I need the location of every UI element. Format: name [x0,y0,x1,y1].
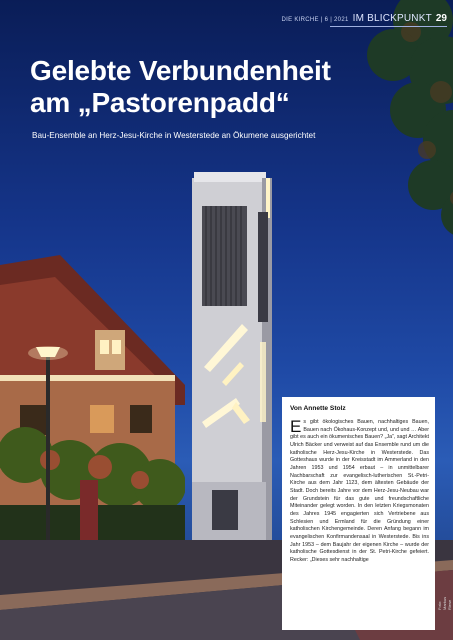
drop-cap: E [290,417,302,436]
page-header [281,13,447,24]
article-title [30,55,430,119]
house-illustration [0,255,185,585]
article-body [290,419,429,564]
article-subtitle: Bau-Ensemble an Herz-Jesu-Kirche in Westerstede an Ökumene ausgerichtet [32,131,316,140]
article-box [282,397,435,630]
photo-credit: Foto: Markus Riese [437,596,452,610]
article-author: Von Annette Stolz [290,405,346,412]
title-line-2: am „Pastorenpadd“ [30,87,290,118]
header-rule [330,26,447,27]
article-body-text: s gibt ökologisches Bauen, nachhaltiges Bauen, Bauen nach Ökohaus-Konzept und, und und … Aber gibt es auch ein ökumenisches Bauen? „Ja“, sagt Architekt Ulrich Bäcker und verweist auf das Ensemble rund um die katholische Herz-Jesu-Kirche in Westerstede. Das Gotteshaus wurde in der Kreisstadt im Ammerland in den Jahren 1953 und 1954 erbaut – in unmittelbarer Nachbarschaft zur evangelisch-lutherischen St.-Petri-Kirche aus dem Jahr 1123, dem ältesten Gebäude der Stadt. Doch bereits Jahre vor dem Herz-Jesu-Neubau war der Grundstein für das gute und freundschaftliche Miteinander gelegt worden. In den letzten Kriegsmonaten des Jahres 1945 engagierten sich Vertriebene aus Schlesien und Ermland für die Gründung einer katholischen Kirchengemeinde. Deren Anfang begann im evangelischen Konfirmandensaal in Westerstede. Bis ins Jahr 1953 – dem Baujahr der eigenen Kirche – wurde der katholische Gottesdienst in der St. Petri-Kirche gefeiert. Recker: „Dieses sehr nachhaltige [290,419,429,563]
issue-label: DIE KIRCHE | 6 | 2021 [281,17,349,23]
church-tower [192,172,274,542]
tree-foliage-top-right [323,0,453,240]
title-line-1: Gelebte Verbundenheit [30,55,331,86]
page-number: 29 [435,13,447,24]
section-label: IM BLICKPUNKT [352,13,432,24]
